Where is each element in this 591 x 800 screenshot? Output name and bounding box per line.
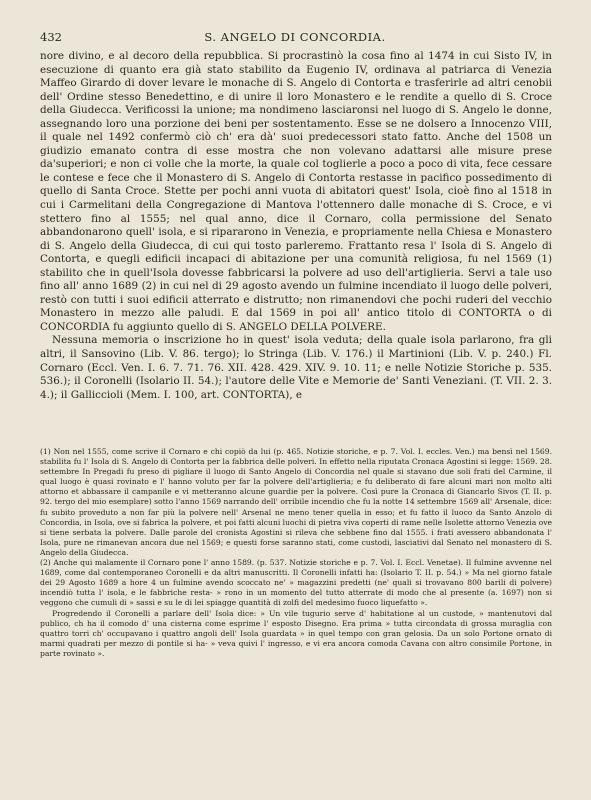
footnote-2: (2) Anche qui malamente il Cornaro pone l' anno 1589. (p. 537. Notizie storiche e p. 7. Vol. I. Eccl. Venetae). Il fulmine avvenne nel 1689, come dal contemporaneo Coronelli e da altri manuscritti. Il Coronelli infatti ha: (Isolario T. II. p. 54.) » Ma nel giorno fatale dei 29 Agosto 1689 a hore 4 un fulmine avendo scoccato ne' » magazzini predetti (ne' quali si trovavano 800 barili di polvere) incendiò tutta l' isola, e le fabbriche resta- » rono in un momento del tutto atterrate di modo che al presente (a. 1697) non si veggono che cumuli di » sassi e su le di lei spiagge quantità di zolfi del medesimo fuoco liquefatto ». — [40, 558, 552, 608]
main-text — [40, 50, 552, 402]
page-header — [40, 30, 550, 46]
main-paragraph-2: Nessuna memoria o inscrizione ho in quest' isola veduta; della quale isola parlarono, fra gli altri, il Sansovino (Lib. V. 86. tergo); lo Stringa (Lib. V. 176.) il Martinioni (Lib. V. p. 240.) Fl. Cornaro (Eccl. Ven. I. 6. 7. 71. 76. XII. 428. 429. XIV. 9. 10. 11; e nelle Notizie Storiche p. 535. 536.); il Coronelli (Isolario II. 54.); l'autore delle Vite e Memorie de' Santi Veneziani. (T. VII. 2. 3. 4.); il Galliccioli (Mem. I. 100, art. CONTORTA), e — [40, 334, 552, 401]
footnotes — [40, 447, 552, 659]
page-number: 432 — [40, 30, 62, 44]
footnote-2-continuation: Progredendo il Coronelli a parlare dell' Isola dice: » Un vile tugurio serve d' habitatione al un custode, » mantenutovi dal publico, ch ha il comodo d' una cisterna come esprime l' esposto Disegno. Era prima » tutta circondata di grossa muraglia con quattro torri ch' occupavano i quattro angoli dell' Isola guardata » in quel tempo con gran gelosia. Da un solo Portone ornato di marmi quadrati per mezzo di pontile si ha- » veva quivi l' ingresso, e vi era ancora comoda Cavana con altro consimile Portone, in parte rovinato ». — [40, 608, 552, 658]
footnote-1: (1) Non nel 1555, come scrive il Cornaro e chi copiò da lui (p. 465. Notizie storiche, e p. 7. Vol. I. eccles. Ven.) ma bensì nel 1569. stabilita fu l' Isola di S. Angelo di Contorta per la fabbrica delle polveri. In effetto nella riputata Cronaca Agostini si legge: 1569. 28. settembre In Pregadi fu preso di pigliare il luogo di Santo Angelo di Concordia nel quale si stavano due soli frati del Carmine, il qual luogo è quasi rovinato e l' hanno voluto per far la polvere dell'artiglieria; e fu deliberato di fare alcuni mari non molto alti attorno et abbassare il campanile e vi metteranno alcune guardie per la polvere. Così pure la Cronaca di Giancarlo Sivos (T. II. p. 92. tergo del mio esemplare) sotto l'anno 1569 narrando dell' orribile incendio che fu la notte 14 settembre 1569 all' Arsenale, dice: fu subito proveduto a non far più la polvere nell' Arsenal ne meno tener quella in esso; et fu fatto il luoco da Santo Anzolo di Concordia, in Isola, ove si fabrica la polvere, et poi fatti alcuni luochi di pietra viva coperti di rame nelle Isolette attorno Venezia ove si tiene serbata la polvere. Dalle parole del cronista Agostini si rileva che sebbene fino dal 1555. i frati avessero abbandonata l' Isola, pure ne rimanevan ancora due nel 1569; e questi forse saranno stati, come custodi, lasciativi dal Senato nel monastero di S. Angelo della Giudecca. — [40, 447, 552, 557]
running-head: S. ANGELO DI CONCORDIA. — [204, 30, 386, 44]
footnote-separator — [40, 441, 552, 442]
main-paragraph-1: nore divino, e al decoro della repubblica. Si procrastinò la cosa fino al 1474 in cui Sisto IV, in esecuzione di quanto era già stato stabilito da Eugenio IV, ordinava al patriarca di Venezia Maffeo Girardo di dover levare le monache di S. Angelo di Contorta e trasferirle ad altri cenobii dell' Ordine stesso Benedettino, e di unire il loro Monastero e le rendite a quello di S. Croce della Giudecca. Verificossi la unione; ma nondimeno lasciaronsi nel luogo di S. Angelo le donne, assegnando loro una porzione dei beni per sostentamento. Esse se ne dolsero a Innocenzo VIII, il quale nel 1492 confermò ciò ch' era dà' suoi predecessori stato fatto. Anche del 1508 un giudizio emanato contra di esse mostra che non volevano adattarsi alle misure prese da'superiori; e non ci volle che la morte, la quale col toglierle a poco a poco di vita, fece cessare le contese e fece che il Monastero di S. Angelo di Contorta restasse in pacifico possedimento di quello di Santa Croce. Stette per pochi anni vuota di abitatori quest' Isola, cioè fino al 1518 in cui i Carmelitani della Congregazione di Mantova l'ottennero dalle monache di S. Croce, e vi stettero fino al 1555; nel qual anno, dice il Cornaro, colla permissione del Senato abbandonarono quell' isola, e si ripararono in Venezia, e propriamente nella Chiesa e Monastero di S. Angelo della Giudecca, di cui qui tosto parleremo. Frattanto resa l' Isola di S. Angelo di Contorta, e quegli edificii incapaci di abitazione per una comunità religiosa, fu nel 1569 (1) stabilito che in quell'Isola dovesse fabbricarsi la polvere ad uso dell'artiglieria. Servi a tale uso fino all' anno 1689 (2) in cui nel di 29 agosto avendo un fulmine incendiato il luogo delle polveri, restò con tutti i suoi edificii atterrato e distrutto; non rimanendovi che pochi ruderi del vecchio Monastero in mezzo alle paludi. E dal 1569 in poi all' antico titolo di CONTORTA o di CONCORDIA fu aggiunto quello di S. ANGELO DELLA POLVERE. — [40, 50, 552, 333]
